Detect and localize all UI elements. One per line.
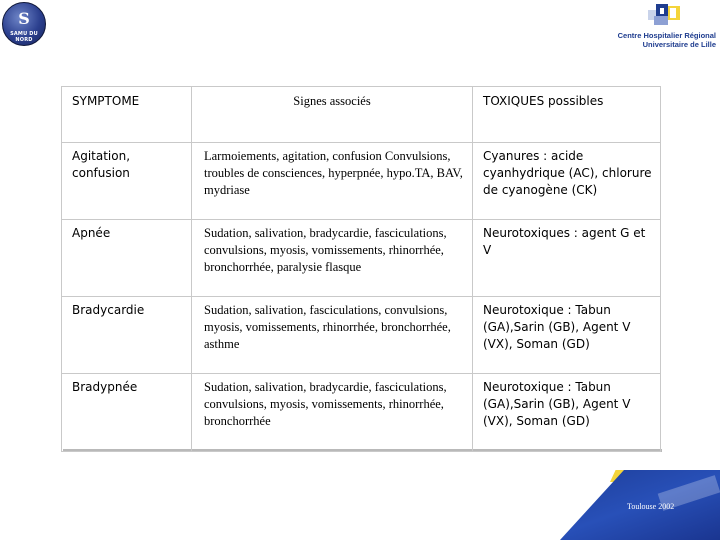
- toxics-table: [61, 86, 661, 452]
- table-row: [62, 374, 661, 452]
- table-row: [62, 143, 661, 220]
- header-signes-associes: Signes associés: [192, 87, 473, 143]
- symptom-cell: Agitation, confusion: [62, 143, 192, 220]
- samu-logo-text: SAMU DU NORD: [10, 31, 38, 43]
- chr-logo-line2: Universitaire de Lille: [642, 40, 716, 49]
- chr-logo-mark-icon: [648, 4, 682, 26]
- samu-logo-letter: S: [18, 9, 30, 28]
- symptom-cell: Apnée: [62, 220, 192, 297]
- toxics-cell: Cyanures : acide cyanhydrique (AC), chlorure de cyanogène (CK): [473, 143, 661, 220]
- chr-lille-logo: [604, 4, 716, 50]
- header-toxiques-possibles: TOXIQUES possibles: [473, 87, 661, 143]
- symptom-cell: Bradypnée: [62, 374, 192, 452]
- signs-cell: Sudation, salivation, bradycardie, fasciculations, convulsions, myosis, vomissements, rhinorrhée, bronchorrhée: [192, 374, 473, 452]
- symptom-cell: Bradycardie: [62, 297, 192, 374]
- table-row: [62, 220, 661, 297]
- footer-text: Toulouse 2002: [627, 502, 675, 511]
- signs-cell: Larmoiements, agitation, confusion Convulsions, troubles de consciences, hyperpnée, hypo.TA, BAV, mydriase: [192, 143, 473, 220]
- signs-cell: Sudation, salivation, bradycardie, fasciculations, convulsions, myosis, vomissements, rhinorrhée, bronchorrhée, paralysie flasque: [192, 220, 473, 297]
- table-header-row: [62, 87, 661, 143]
- toxics-cell: Neurotoxique : Tabun (GA),Sarin (GB), Agent V (VX), Soman (GD): [473, 374, 661, 452]
- samu-logo: [2, 2, 46, 46]
- header-symptome: SYMPTOME: [62, 87, 192, 143]
- toxics-cell: Neurotoxique : Tabun (GA),Sarin (GB), Agent V (VX), Soman (GD): [473, 297, 661, 374]
- toxics-cell: Neurotoxiques : agent G et V: [473, 220, 661, 297]
- signs-cell: Sudation, salivation, fasciculations, convulsions, myosis, vomissements, rhinorrhée, bronchorrhée, asthme: [192, 297, 473, 374]
- table-row: [62, 297, 661, 374]
- chr-logo-line1: Centre Hospitalier Régional: [617, 31, 716, 40]
